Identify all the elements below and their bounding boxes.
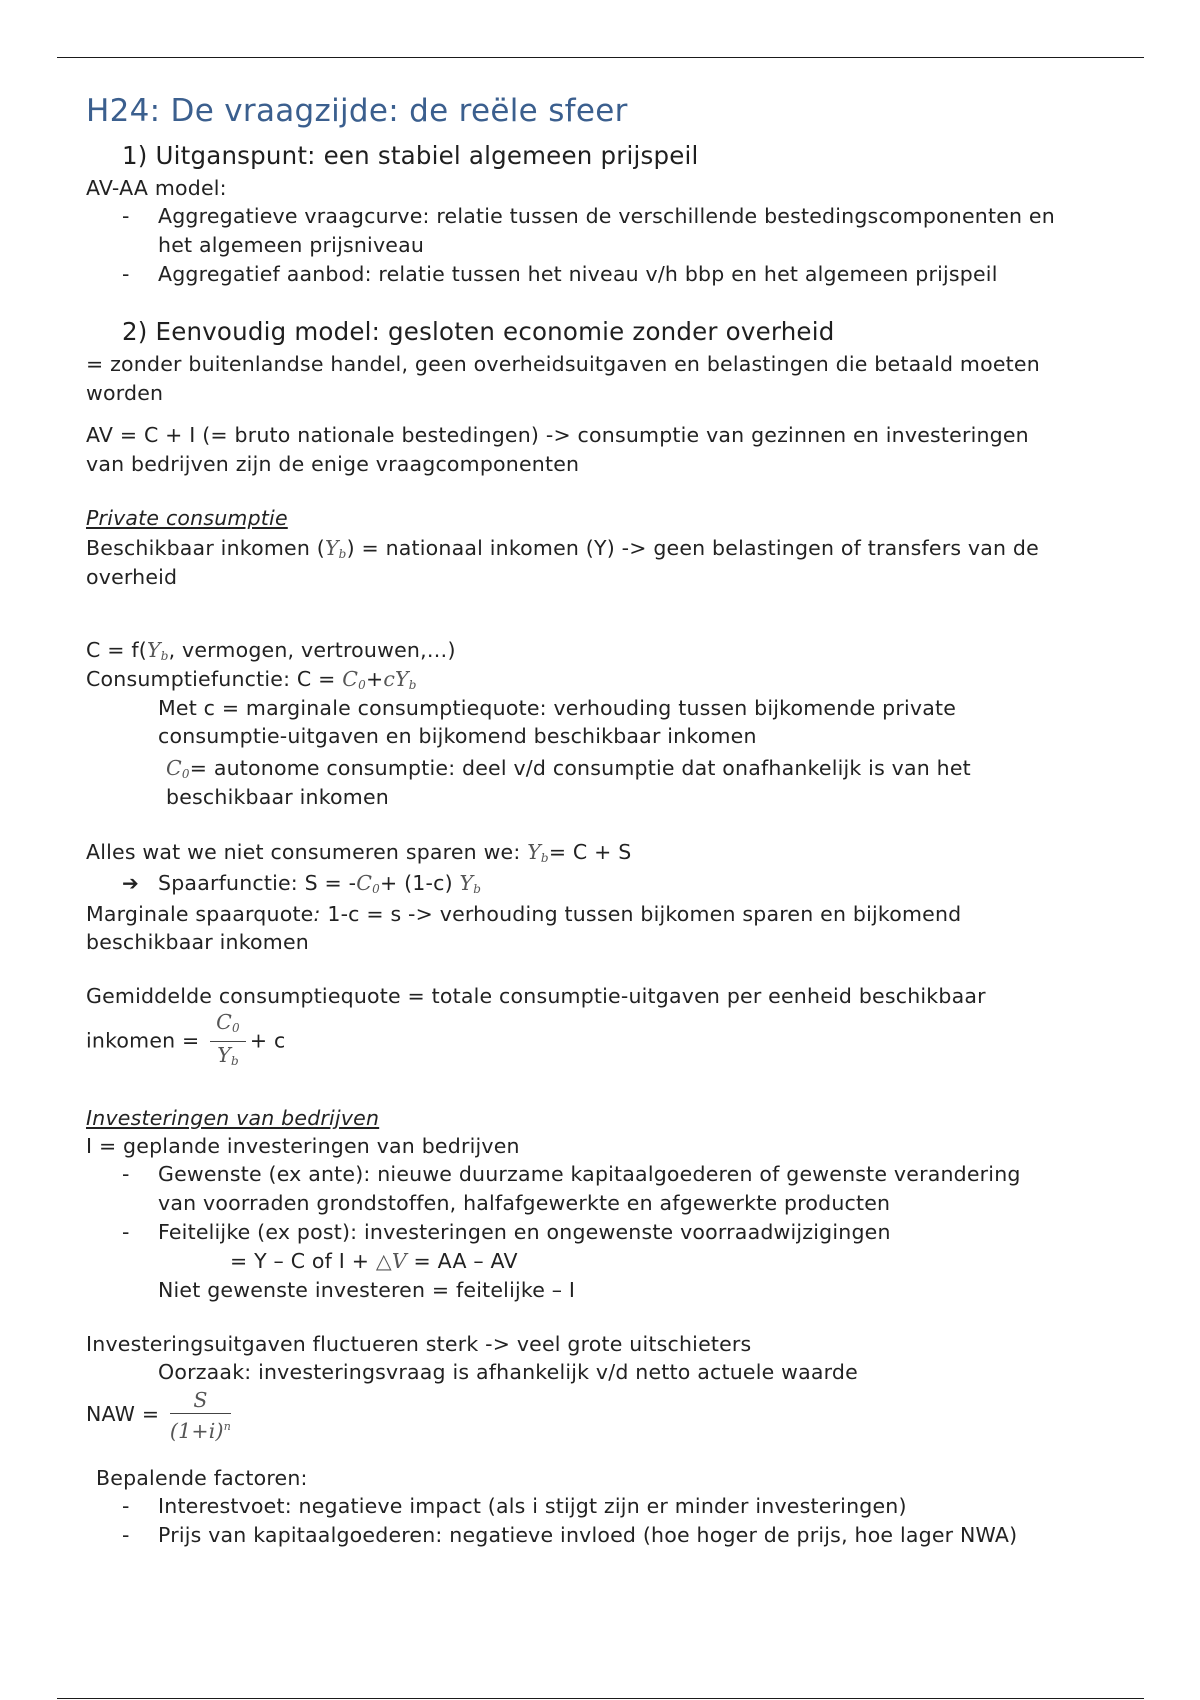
bullet-dash: - (122, 262, 130, 286)
feitelijke-line-2 (230, 1247, 518, 1275)
math-S: S (193, 1387, 208, 1412)
math-sub-b: b (230, 1054, 239, 1068)
math-Y: Y (324, 536, 339, 560)
marginale-spaarquote-line (86, 900, 961, 928)
math-sub-b: b (540, 851, 549, 865)
arrow-icon: ➔ (122, 871, 139, 895)
investeringen-title: Investeringen van bedrijven (86, 1106, 380, 1130)
marginale-spaarquote-line-2: beschikbaar inkomen (86, 930, 309, 954)
met-c-line-1: Met c = marginale consumptiequote: verhouding tussen bijkomende private (158, 696, 957, 720)
bepalende-factoren: Bepalende factoren: (96, 1466, 308, 1490)
beschikbaar-inkomen-line-2: overheid (86, 565, 178, 589)
text: 1-c = s -> verhouding tussen bijkomen sparen en bijkomend (320, 902, 962, 926)
math-C: C (356, 871, 373, 895)
section-1-heading: 1) Uitganspunt: een stabiel algemeen prijspeil (122, 141, 699, 170)
math-C: C (216, 1010, 233, 1034)
text: Alles wat we niet consumeren sparen we: (86, 840, 528, 864)
fraction-naw (170, 1388, 231, 1443)
text: , vermogen, vertrouwen,…) (168, 638, 456, 662)
text: C = f( (86, 638, 147, 662)
math-C: C (342, 667, 359, 691)
c0-line-2: beschikbaar inkomen (166, 785, 389, 809)
top-rule (57, 57, 1144, 58)
text: ) = nationaal inkomen (Y) -> geen belastingen of transfers van de (346, 536, 1039, 560)
met-c-line-2: consumptie-uitgaven en bijkomend beschikbaar inkomen (158, 724, 757, 748)
math-C: C (166, 756, 182, 780)
gemiddelde-consumptiequote-line: Gemiddelde consumptiequote = totale consumptie-uitgaven per eenheid beschikbaar (86, 984, 986, 1008)
s1-bullet-2: Aggregatief aanbod: relatie tussen het niveau v/h bbp en het algemeen prijspeil (158, 262, 998, 286)
math-Y: Y (146, 638, 161, 662)
page-title: H24: De vraagzijde: de reële sfeer (86, 93, 628, 129)
colon: : (313, 902, 321, 926)
text: = autonome consumptie: deel v/d consumptie dat onafhankelijk is van het (189, 756, 971, 780)
sparen-line (86, 838, 631, 872)
factor-interestvoet: Interestvoet: negatieve impact (als i stijgt zijn er minder investeringen) (158, 1494, 907, 1518)
text: Beschikbaar inkomen ( (86, 536, 325, 560)
fraction-c0-over-yb (210, 1010, 246, 1073)
bullet-dash: - (122, 1494, 130, 1518)
plus: + (365, 667, 384, 691)
s2-def-1: = zonder buitenlandse handel, geen overheidsuitgaven en belastingen die betaald moeten (86, 352, 1040, 376)
bullet-dash: - (122, 1162, 130, 1186)
math-sub-0: 0 (181, 767, 190, 781)
math-c: c (383, 667, 396, 691)
text: + (1-c) (379, 871, 460, 895)
math-Y: Y (217, 1043, 231, 1067)
factor-prijs-kapitaalgoederen: Prijs van kapitaalgoederen: negatieve invloed (hoe hoger de prijs, hoe lager NWA) (158, 1523, 1018, 1547)
math-sub-b: b (473, 882, 482, 896)
beschikbaar-inkomen-line (86, 534, 1039, 568)
math-sub-0: 0 (358, 678, 366, 692)
s1-bullet-1a: Aggregatieve vraagcurve: relatie tussen de verschillende bestedingscomponenten en (158, 204, 1055, 228)
text: Marginale spaarquote (86, 902, 314, 926)
text: = C + S (548, 840, 632, 864)
gewenste-line-2: van voorraden grondstoffen, halfafgewerkte en afgewerkte producten (158, 1191, 891, 1215)
oorzaak-line: Oorzaak: investeringsvraag is afhankelijk v/d netto actuele waarde (158, 1360, 858, 1384)
text: inkomen = (86, 1028, 207, 1053)
gemiddelde-consumptiequote-formula (86, 1010, 285, 1073)
naw-denominator: (1+i) (169, 1418, 224, 1443)
fluctueren-line: Investeringsuitgaven fluctueren sterk -> veel grote uitschieters (86, 1332, 752, 1356)
text: Consumptiefunctie: C = (86, 667, 343, 691)
text: = AA – AV (406, 1249, 518, 1273)
private-consumptie-title: Private consumptie (86, 506, 288, 530)
text: + c (249, 1028, 286, 1053)
math-sub-0: 0 (372, 882, 380, 896)
feitelijke-line-1: Feitelijke (ex post): investeringen en ongewenste voorraadwijzigingen (158, 1220, 891, 1244)
text: Spaarfunctie: S = - (158, 871, 357, 895)
text: = Y – C of I + (230, 1249, 376, 1273)
naw-exponent: n (223, 1419, 231, 1433)
s2-av-2: van bedrijven zijn de enige vraagcomponenten (86, 452, 580, 476)
s1-intro: AV-AA model: (86, 176, 227, 200)
delta-v: △V (375, 1249, 407, 1273)
i-definition: I = geplande investeringen van bedrijven (86, 1134, 520, 1158)
math-sub-0: 0 (232, 1021, 240, 1035)
math-Y: Y (527, 840, 541, 864)
section-2-heading: 2) Eenvoudig model: gesloten economie zonder overheid (122, 317, 835, 346)
bullet-dash: - (122, 1523, 130, 1547)
s2-av-1: AV = C + I (= bruto nationale bestedingen) -> consumptie van gezinnen en investeringen (86, 423, 1029, 447)
text: NAW = (86, 1402, 166, 1426)
math-Y: Y (395, 667, 409, 691)
s1-bullet-1b: het algemeen prijsniveau (158, 233, 425, 257)
bottom-rule (57, 1698, 1144, 1699)
math-sub-b: b (408, 678, 417, 692)
math-sub-b: b (338, 547, 347, 561)
math-Y: Y (459, 871, 474, 895)
bullet-dash: - (122, 1220, 130, 1244)
spaarfunctie-line (158, 869, 481, 903)
naw-formula (86, 1382, 235, 1446)
s2-def-2: worden (86, 381, 164, 405)
niet-gewenste-line: Niet gewenste investeren = feitelijke – I (158, 1278, 576, 1302)
gewenste-line-1: Gewenste (ex ante): nieuwe duurzame kapitaalgoederen of gewenste verandering (158, 1162, 1021, 1186)
bullet-dash: - (122, 204, 130, 228)
math-sub-b: b (160, 649, 169, 663)
